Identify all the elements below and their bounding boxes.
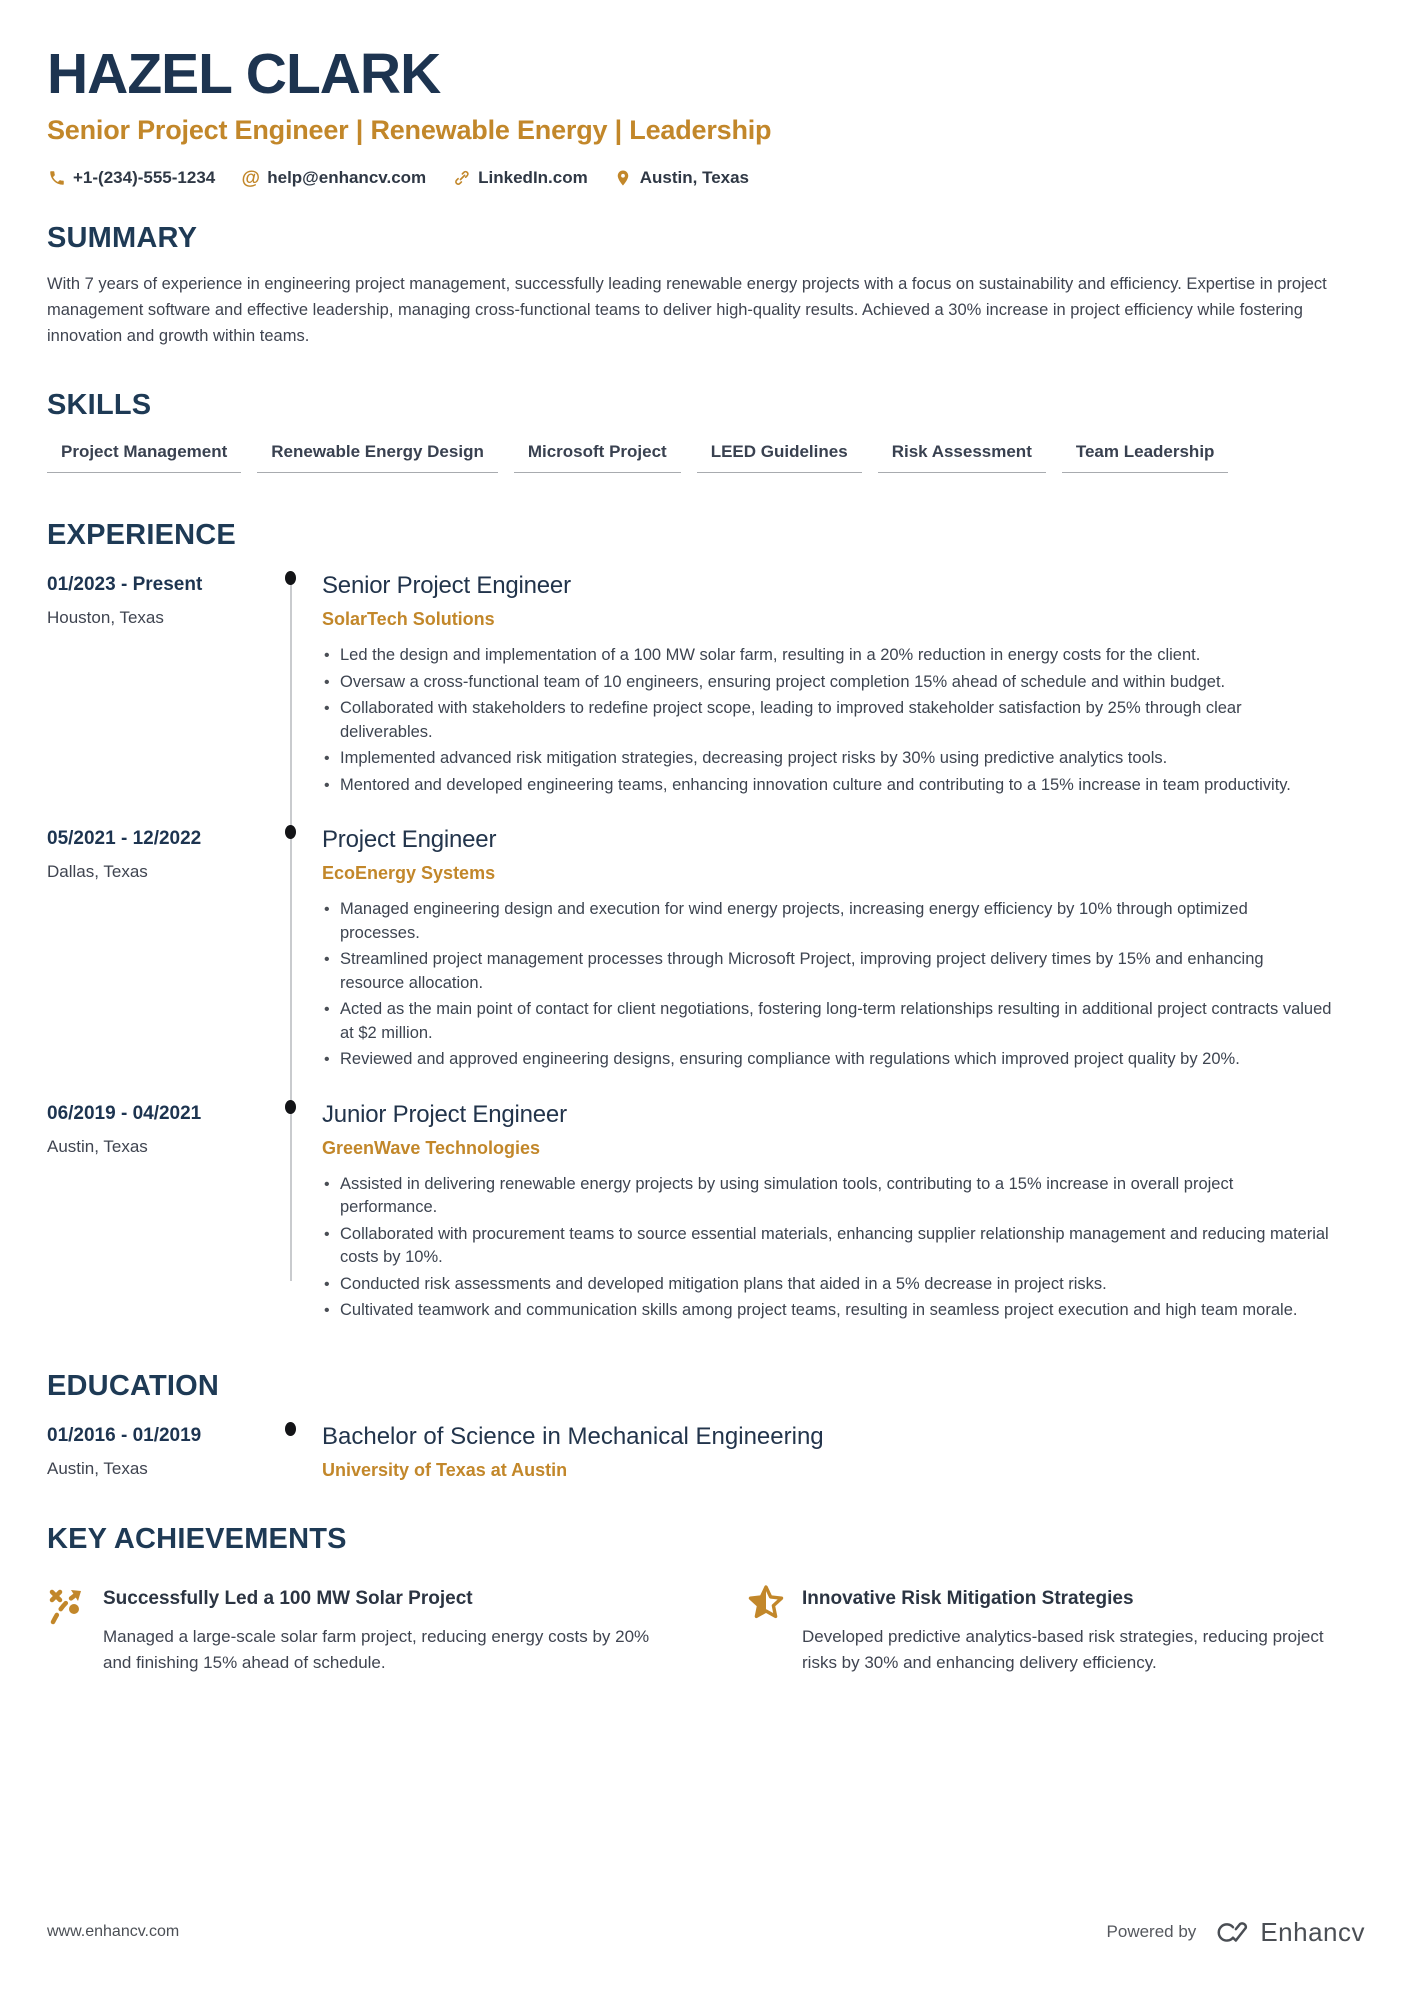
experience-body [291,1101,1365,1326]
experience-title: Junior Project Engineer [322,1100,567,1128]
experience-body [291,826,1365,1075]
email-icon: @ [241,167,260,189]
contact-linkedin[interactable] [452,168,588,188]
experience-bullets [322,1173,1365,1323]
enhancv-wordmark: Enhancv [1260,1916,1365,1947]
link-icon [452,169,471,188]
skills-section [47,389,1365,473]
timeline-line [290,582,292,828]
job-headline: Senior Project Engineer | Renewable Energy | Leadership [47,115,772,145]
achievement-content [103,1580,663,1676]
experience-location: Dallas, Texas [47,862,148,881]
location-icon [614,169,633,188]
contact-linkedin-text: LinkedIn.com [478,168,588,187]
experience-bullet: • Implemented advanced risk mitigation strategies, decreasing project risks by 30% using predictive analytics tools. [322,747,1332,771]
summary-heading: SUMMARY [47,222,198,254]
experience-bullet: • Streamlined project management processes through Microsoft Project, improving project delivery times by 15% and enhancing resource allocation. [322,948,1332,995]
enhancv-logo[interactable] [1214,1915,1365,1949]
experience-entry [47,572,1365,800]
skills-heading: SKILLS [47,389,152,421]
timeline-line [290,836,292,1103]
experience-meta [47,1101,290,1326]
experience-bullet: • Acted as the main point of contact for client negotiations, fostering long-term relationships resulting in additional project contracts valued at $2 million. [322,998,1332,1045]
experience-list [47,572,1365,1326]
achievement-title: Innovative Risk Mitigation Strategies [802,1587,1134,1609]
education-entry [47,1423,1365,1481]
powered-by-label: Powered by [1106,1922,1197,1941]
skill-tag: LEED Guidelines [697,442,862,473]
skill-tag: Risk Assessment [878,442,1046,473]
experience-title: Senior Project Engineer [322,572,571,599]
education-school: University of Texas at Austin [322,1459,568,1480]
achievement-item [47,1580,666,1676]
contact-location [614,168,749,188]
experience-bullet: • Led the design and implementation of a 100 MW solar farm, resulting in a 20% reduction in energy costs for the client. [322,644,1332,668]
experience-bullet: • Reviewed and approved engineering designs, ensuring compliance with regulations which improved project quality by 20%. [322,1048,1332,1072]
skills-list [47,442,1365,473]
experience-dates: 05/2021 - 12/2022 [47,828,202,849]
education-heading: EDUCATION [47,1369,220,1402]
footer [47,1915,1365,1949]
contact-row [47,168,1365,188]
skill-tag: Renewable Energy Design [257,442,498,473]
education-dates: 01/2016 - 01/2019 [47,1424,202,1446]
footer-site-link[interactable]: www.enhancv.com [47,1923,180,1940]
experience-entry [47,1101,1365,1326]
experience-bullet: • Managed engineering design and execution for wind energy projects, increasing energy efficiency by 10% through optimized processes. [322,898,1332,945]
experience-body [291,572,1365,800]
experience-dates: 01/2023 - Present [47,574,203,595]
powered-by [1107,1915,1365,1949]
experience-bullet: • Collaborated with procurement teams to source essential materials, enhancing supplier relationship management and reducing material costs by 10%. [322,1223,1332,1270]
timeline-rail [290,826,291,1075]
experience-dates: 06/2019 - 04/2021 [47,1102,202,1124]
summary-section [47,222,1365,349]
timeline-rail [290,1101,291,1326]
experience-company: SolarTech Solutions [322,609,495,629]
experience-bullet: • Assisted in delivering renewable energy projects by using simulation tools, contributing to a 15% increase in overall project performance. [322,1173,1332,1220]
achievement-item [746,1580,1365,1676]
timeline-rail [290,572,291,800]
timeline-rail [290,1423,291,1481]
timeline-dot [285,1422,296,1436]
achievements-heading: KEY ACHIEVEMENTS [47,1522,347,1555]
timeline-dot [285,1100,296,1114]
experience-location: Houston, Texas [47,608,164,627]
timeline-dot [285,571,296,585]
contact-phone-text: +1-(234)-555-1234 [73,168,216,187]
experience-bullet: • Mentored and developed engineering teams, enhancing innovation culture and contributing to a 15% increase in team productivity. [322,774,1332,798]
achievement-text: Developed predictive analytics-based risk strategies, reducing project risks by 30% and enhancing delivery efficiency. [802,1626,1324,1672]
education-meta [47,1423,290,1481]
skill-tag: Project Management [47,442,241,473]
timeline-line [290,1111,292,1281]
skill-tag: Team Leadership [1062,442,1229,473]
experience-meta [47,826,290,1075]
strategy-icon [47,1580,89,1631]
contact-email-text: help@enhancv.com [267,168,427,187]
experience-heading: EXPERIENCE [47,519,236,551]
timeline-dot [285,825,296,839]
education-list [47,1423,1365,1481]
achievement-content [802,1580,1362,1676]
person-name: HAZEL CLARK [47,42,441,106]
experience-bullet: • Oversaw a cross-functional team of 10 engineers, ensuring project completion 15% ahead of schedule and within budget. [322,671,1332,695]
header [47,42,1365,189]
experience-title: Project Engineer [322,826,497,853]
experience-bullet: • Conducted risk assessments and developed mitigation plans that aided in a 5% decrease in project risks. [322,1273,1332,1297]
education-degree: Bachelor of Science in Mechanical Engineering [322,1422,824,1450]
achievement-text: Managed a large-scale solar farm project, reducing energy costs by 20% and finishing 15% ahead of schedule. [103,1626,650,1672]
experience-bullets [322,644,1365,797]
education-body [291,1423,1365,1481]
achievement-title: Successfully Led a 100 MW Solar Project [103,1587,473,1609]
contact-phone [47,168,215,188]
experience-entry [47,826,1365,1075]
phone-icon [47,169,66,188]
contact-location-text: Austin, Texas [639,168,750,187]
contact-email[interactable] [241,168,426,188]
summary-text: With 7 years of experience in engineering project management, successfully leading renewable energy projects with a focus on sustainability and efficiency. Expertise in project management software and effective leadership, managing cross-functional teams to deliver high-quality results. Achieved a 30% increase in project efficiency while fostering innovation and growth within teams. [47,275,1327,345]
education-location: Austin, Texas [47,1458,148,1478]
education-section [47,1370,1365,1481]
experience-meta [47,572,290,800]
star-half-icon [746,1580,788,1631]
experience-location: Austin, Texas [47,1136,148,1156]
achievements-section [47,1523,1365,1676]
achievements-grid [47,1580,1365,1676]
experience-company: GreenWave Technologies [322,1137,541,1158]
skill-tag: Microsoft Project [514,442,681,473]
experience-bullet: • Collaborated with stakeholders to redefine project scope, leading to improved stakeholder satisfaction by 25% through clear deliverables. [322,697,1332,744]
experience-bullet: • Cultivated teamwork and communication skills among project teams, resulting in seamless project execution and high team morale. [322,1299,1332,1323]
experience-section [47,519,1365,1326]
experience-bullets [322,898,1365,1072]
experience-company: EcoEnergy Systems [322,863,496,883]
